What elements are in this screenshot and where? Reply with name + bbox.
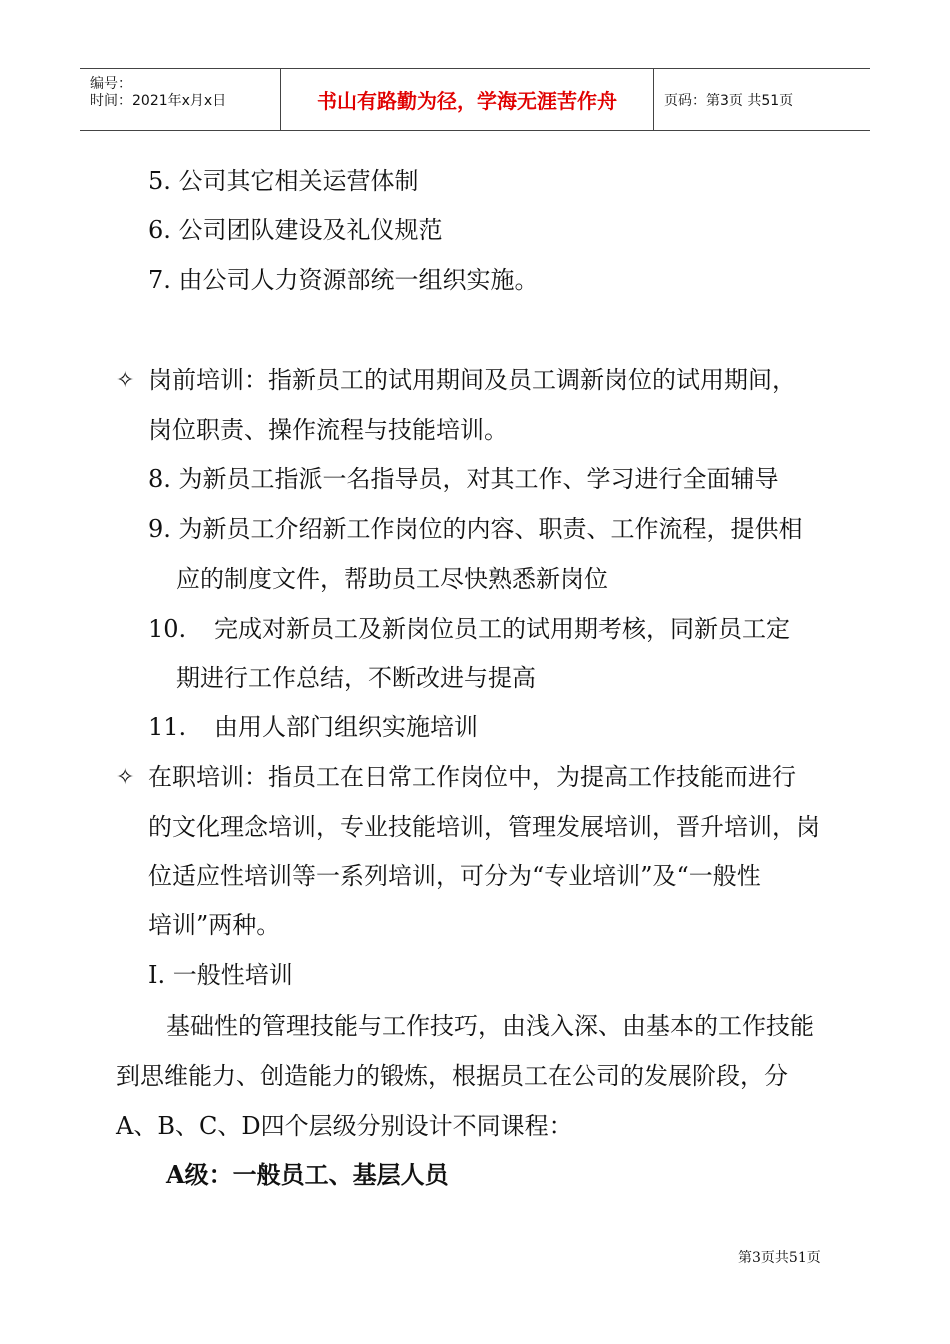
onjob-training-line-1: 在职培训：指员工在日常工作岗位中，为提高工作技能而进行 — [148, 763, 796, 791]
onjob-training-line-2: 的文化理念培训，专业技能培训，管理发展培训，晋升培训，岗 — [148, 813, 820, 841]
general-training-para-line-2: 到思维能力、创造能力的锻炼，根据员工在公司的发展阶段，分 — [116, 1062, 788, 1090]
list-item-5: 5. 公司其它相关运营体制 — [148, 167, 419, 195]
list-item-6: 6. 公司团队建设及礼仪规范 — [148, 216, 443, 244]
list-item-8: 8. 为新员工指派一名指导员，对其工作、学习进行全面辅导 — [148, 465, 779, 493]
header-info-cell — [80, 69, 281, 130]
general-training-title: I. 一般性培训 — [148, 961, 293, 989]
diamond-bullet-icon: ✧ — [116, 368, 135, 393]
list-item-9-line-1: 9. 为新员工介绍新工作岗位的内容、职责、工作流程，提供相 — [148, 515, 803, 543]
level-a-heading: A级：一般员工、基层人员 — [166, 1160, 449, 1189]
list-item-10-line-1: 完成对新员工及新岗位员工的试用期考核，同新员工定 — [214, 615, 790, 643]
general-training-para-line-3: A、B、C、D四个层级分别设计不同课程： — [116, 1112, 573, 1140]
list-item-11-number: 11. — [148, 713, 187, 741]
list-item-9-line-2: 应的制度文件，帮助员工尽快熟悉新岗位 — [176, 565, 608, 593]
list-item-7: 7. 由公司人力资源部统一组织实施。 — [148, 266, 539, 294]
header-page-number: 页码：第3页 共51页 — [664, 92, 794, 109]
diamond-bullet-icon: ✧ — [116, 765, 135, 790]
list-item-10-line-2: 期进行工作总结，不断改进与提高 — [176, 664, 536, 692]
general-training-para-line-1: 基础性的管理技能与工作技巧，由浅入深、由基本的工作技能 — [166, 1012, 814, 1040]
header-motto: 书山有路勤为径，学海无涯苦作舟 — [281, 69, 654, 130]
list-item-11-line-1: 由用人部门组织实施培训 — [214, 713, 478, 741]
onjob-training-line-4: 培训”两种。 — [148, 911, 281, 939]
list-item-10-number: 10. — [148, 615, 187, 643]
serial-label: 编号： — [90, 76, 132, 92]
onjob-training-line-3: 位适应性培训等一系列培训，可分为“专业培训”及“一般性 — [148, 862, 761, 890]
preposition-training-line-2: 岗位职责、操作流程与技能培训。 — [148, 416, 508, 444]
page-footer: 第3页共51页 — [738, 1250, 821, 1266]
page-header — [80, 68, 870, 131]
preposition-training-line-1: 岗前培训：指新员工的试用期间及员工调新岗位的试用期间， — [148, 366, 796, 394]
time-label: 时间：2021年x月x日 — [90, 93, 227, 109]
